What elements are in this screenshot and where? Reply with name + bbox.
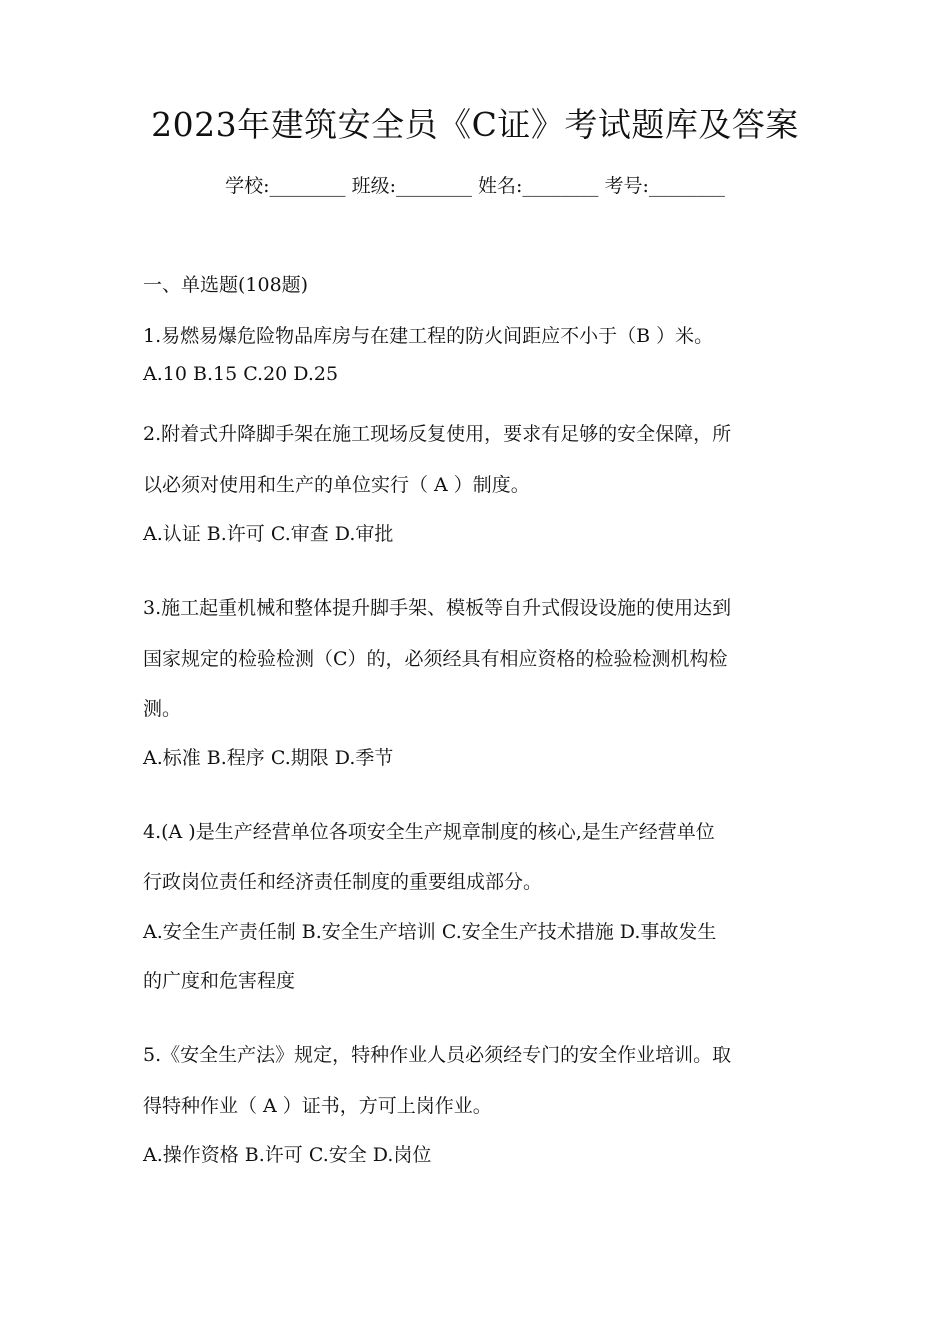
question-4-options-line-1: A.安全生产责任制 B.安全生产培训 C.安全生产技术措施 D.事故发生 bbox=[143, 921, 717, 943]
question-1-options: A.10 B.15 C.20 D.25 bbox=[143, 363, 339, 385]
question-1-stem-line-1: 1.易燃易爆危险物品库房与在建工程的防火间距应不小于（B ）米。 bbox=[143, 325, 714, 347]
question-2-stem-line-1: 2.附着式升降脚手架在施工现场反复使用，要求有足够的安全保障，所 bbox=[143, 423, 732, 445]
question-5-options: A.操作资格 B.许可 C.安全 D.岗位 bbox=[143, 1144, 432, 1166]
question-3-stem-line-2: 国家规定的检验检测（C）的，必须经具有相应资格的检验检测机构检 bbox=[143, 648, 728, 670]
question-4-options-line-2: 的广度和危害程度 bbox=[143, 970, 296, 992]
student-info-line: 学校:________ 班级:________ 姓名:________ 考号:________ bbox=[225, 175, 725, 197]
question-3-options: A.标准 B.程序 C.期限 D.季节 bbox=[143, 747, 394, 769]
question-2-stem-line-2: 以必须对使用和生产的单位实行（ A ）制度。 bbox=[143, 474, 530, 496]
section-heading: 一、单选题(108题) bbox=[143, 274, 309, 296]
question-4-stem-line-2: 行政岗位责任和经济责任制度的重要组成部分。 bbox=[143, 871, 543, 893]
question-4-stem-line-1: 4.(A )是生产经营单位各项安全生产规章制度的核心,是生产经营单位 bbox=[143, 821, 715, 843]
question-5-stem-line-1: 5.《安全生产法》规定，特种作业人员必须经专门的安全作业培训。取 bbox=[143, 1044, 732, 1066]
question-3-stem-line-3: 测。 bbox=[143, 698, 182, 720]
question-5-stem-line-2: 得特种作业（ A ）证书，方可上岗作业。 bbox=[143, 1095, 492, 1117]
document-title: 2023年建筑安全员《C证》考试题库及答案 bbox=[151, 105, 799, 144]
question-2-options: A.认证 B.许可 C.审查 D.审批 bbox=[143, 523, 394, 545]
question-3-stem-line-1: 3.施工起重机械和整体提升脚手架、模板等自升式假设设施的使用达到 bbox=[143, 597, 732, 619]
